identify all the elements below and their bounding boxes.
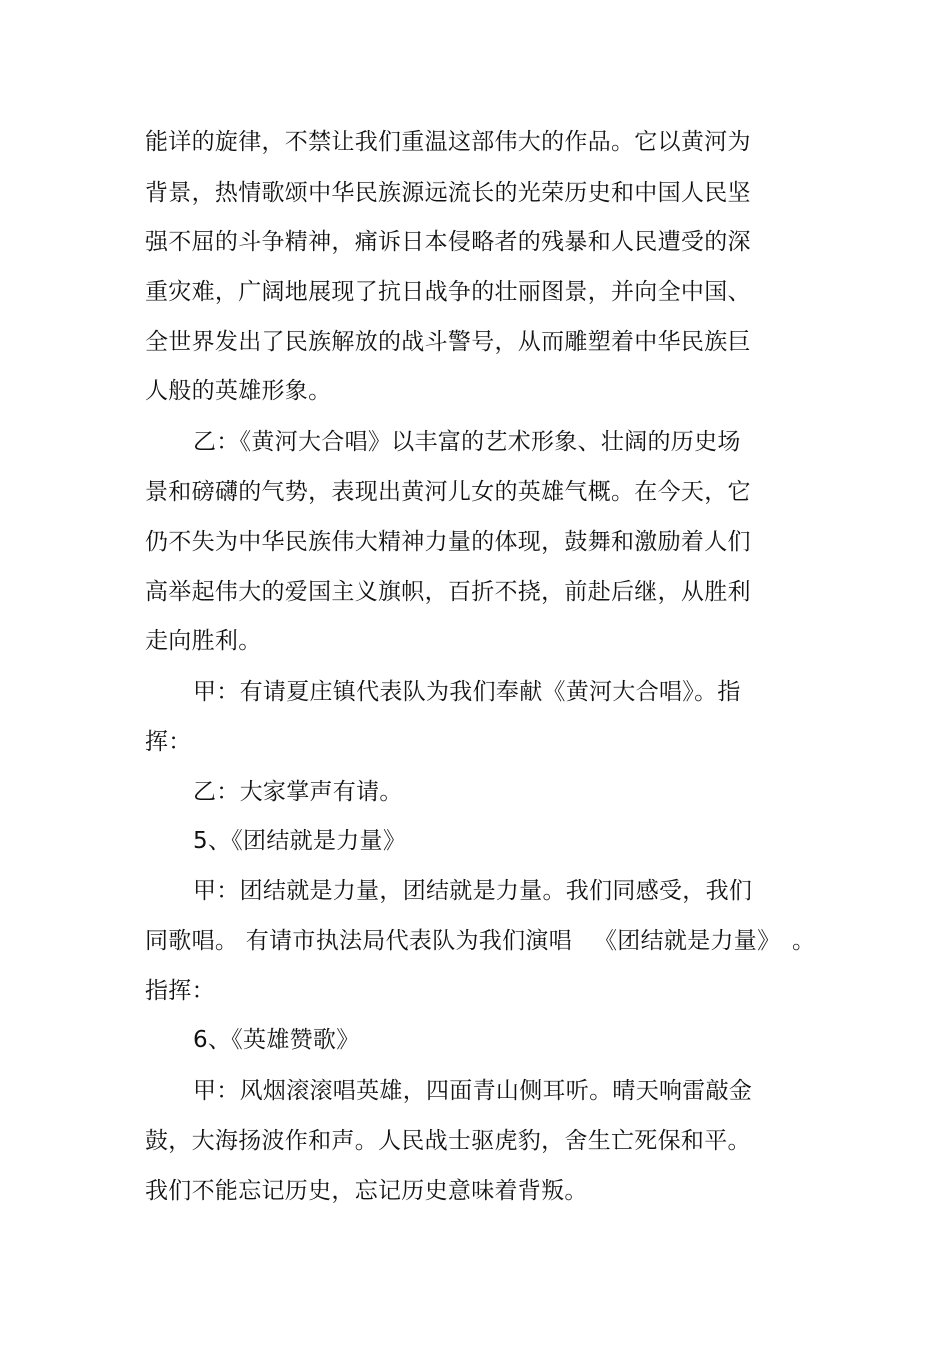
paragraph-line: 甲：风烟滚滚唱英雄，四面青山侧耳听。晴天响雷敲金	[193, 1078, 753, 1104]
paragraph-line: 甲：有请夏庄镇代表队为我们奉献《黄河大合唱》。指	[193, 679, 741, 705]
paragraph-line: 乙：《黄河大合唱》以丰富的艺术形象、壮阔的历史场	[193, 429, 741, 455]
paragraph-line: 重灾难，广阔地展现了抗日战争的壮丽图景，并向全中国、	[145, 279, 751, 305]
paragraph-line: 鼓，大海扬波作和声。人民战士驱虎豹，舍生亡死保和平。	[145, 1128, 751, 1154]
paragraph-line: 同歌唱。 有请市执法局代表队为我们演唱	[145, 928, 573, 954]
paragraph-line: 走向胜利。	[145, 628, 262, 654]
paragraph-line: 我们不能忘记历史，忘记历史意味着背叛。	[145, 1178, 588, 1204]
paragraph-line: 甲：团结就是力量，团结就是力量。我们同感受，我们	[193, 878, 753, 904]
paragraph-line: 人般的英雄形象。	[145, 378, 332, 404]
paragraph-line: 全世界发出了民族解放的战斗警号，从而雕塑着中华民族巨	[145, 329, 751, 355]
paragraph-line: 强不屈的斗争精神，痛诉日本侵略者的残暴和人民遭受的深	[145, 229, 751, 255]
paragraph-line: 仍不失为中华民族伟大精神力量的体现，鼓舞和激励着人们	[145, 529, 751, 555]
paragraph-line: 背景，热情歌颂中华民族源远流长的光荣历史和中国人民坚	[145, 180, 751, 206]
section-heading: 6、《英雄赞歌》	[193, 1027, 360, 1053]
paragraph-line: 指挥：	[145, 978, 215, 1004]
paragraph-line: 能详的旋律，不禁让我们重温这部伟大的作品。它以黄河为	[145, 129, 751, 155]
paragraph-line: 高举起伟大的爱国主义旗帜，百折不挠，前赴后继，从胜利	[145, 579, 751, 605]
period-mark: 。	[792, 928, 816, 954]
paragraph-line: 挥：	[145, 729, 192, 755]
song-title-inline: 《团结就是力量》	[594, 928, 781, 954]
paragraph-line: 景和磅礴的气势，表现出黄河儿女的英雄气概。在今天，它	[145, 479, 751, 505]
section-heading: 5、《团结就是力量》	[193, 828, 407, 854]
paragraph-line: 乙：大家掌声有请。	[193, 779, 403, 805]
